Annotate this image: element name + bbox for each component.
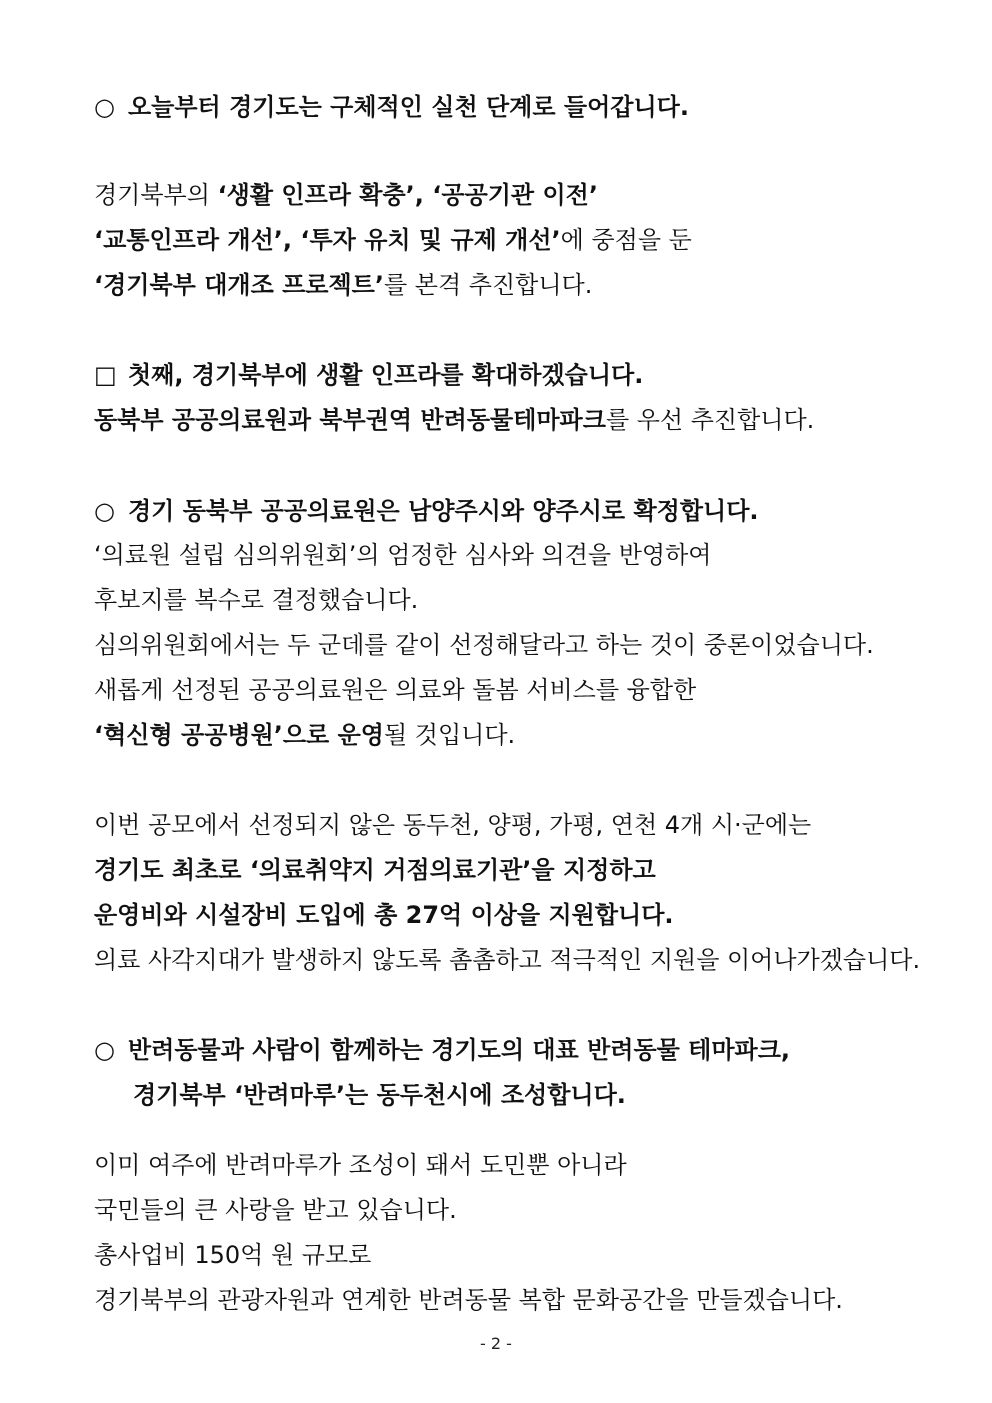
pet-heading-1-text: 반려동물과 사람이 함께하는 경기도의 대표 반려동물 테마파크, (128, 1036, 791, 1064)
support-para-3: 운영비와 시설장비 도입에 총 27억 이상을 지원합니다. (94, 901, 674, 929)
hospital-para-5 (94, 720, 932, 750)
hospital-para-2: 후보지를 복수로 결정했습니다. (94, 586, 419, 614)
intro-line-2-bold: ‘교통인프라 개선’, ‘투자 유치 및 규제 개선’ (94, 226, 561, 254)
intro-heading-text: 오늘부터 경기도는 구체적인 실천 단계로 들어갑니다. (128, 93, 689, 121)
intro-line-2-plain: 에 중점을 둔 (560, 226, 692, 254)
hospital-para-5-bold: ‘혁신형 공공병원’으로 운영 (94, 721, 384, 749)
first-heading (94, 360, 932, 390)
square-bullet-icon: □ (94, 361, 117, 389)
first-heading-text: 첫째, 경기북부에 생활 인프라를 확대하겠습니다. (128, 361, 644, 389)
hospital-heading-text: 경기 동북부 공공의료원은 남양주시와 양주시로 확정합니다. (128, 497, 759, 525)
first-subline (94, 405, 932, 435)
hospital-para-3: 심의위원회에서는 두 군데를 같이 선정해달라고 하는 것이 중론이었습니다. (94, 631, 874, 659)
intro-line-1-plain: 경기북부의 (94, 181, 218, 209)
intro-line-3-plain: 를 본격 추진합니다. (383, 271, 593, 299)
pet-para-2: 국민들의 큰 사랑을 받고 있습니다. (94, 1196, 457, 1224)
pet-para-1: 이미 여주에 반려마루가 조성이 돼서 도민뿐 아니라 (94, 1151, 627, 1179)
hospital-heading (94, 496, 932, 526)
pet-heading-2: 경기북부 ‘반려마루’는 동두천시에 조성합니다. (133, 1081, 626, 1109)
pet-heading-1 (94, 1035, 932, 1065)
intro-line-1-bold: ‘생활 인프라 확충’, ‘공공기관 이전’ (217, 181, 598, 209)
page-number: - 2 - (480, 1334, 512, 1353)
pet-para-3: 총사업비 150억 원 규모로 (94, 1241, 372, 1269)
intro-line-3-bold: ‘경기북부 대개조 프로젝트’ (94, 271, 384, 299)
support-para-1: 이번 공모에서 선정되지 않은 동두천, 양평, 가평, 연천 4개 시·군에는 (94, 811, 812, 839)
pet-para-4: 경기북부의 관광자원과 연계한 반려동물 복합 문화공간을 만들겠습니다. (94, 1286, 843, 1314)
intro-line-3 (94, 270, 932, 300)
intro-line-1 (94, 180, 932, 210)
circle-bullet-icon: ○ (94, 93, 115, 121)
support-para-2: 경기도 최초로 ‘의료취약지 거점의료기관’을 지정하고 (94, 856, 656, 884)
intro-line-2 (94, 225, 932, 255)
first-subline-plain: 를 우선 추진합니다. (605, 406, 815, 434)
hospital-para-4: 새롭게 선정된 공공의료원은 의료와 돌봄 서비스를 융합한 (94, 676, 697, 704)
circle-bullet-icon: ○ (94, 1036, 115, 1064)
intro-heading (94, 92, 932, 122)
circle-bullet-icon: ○ (94, 497, 115, 525)
hospital-para-5-plain: 될 것입니다. (383, 721, 516, 749)
first-subline-bold: 동북부 공공의료원과 북부권역 반려동물테마파크 (94, 406, 606, 434)
support-para-4: 의료 사각지대가 발생하지 않도록 촘촘하고 적극적인 지원을 이어나가겠습니다. (94, 946, 921, 974)
hospital-para-1: ‘의료원 설립 심의위원회’의 엄정한 심사와 의견을 반영하여 (94, 541, 712, 569)
